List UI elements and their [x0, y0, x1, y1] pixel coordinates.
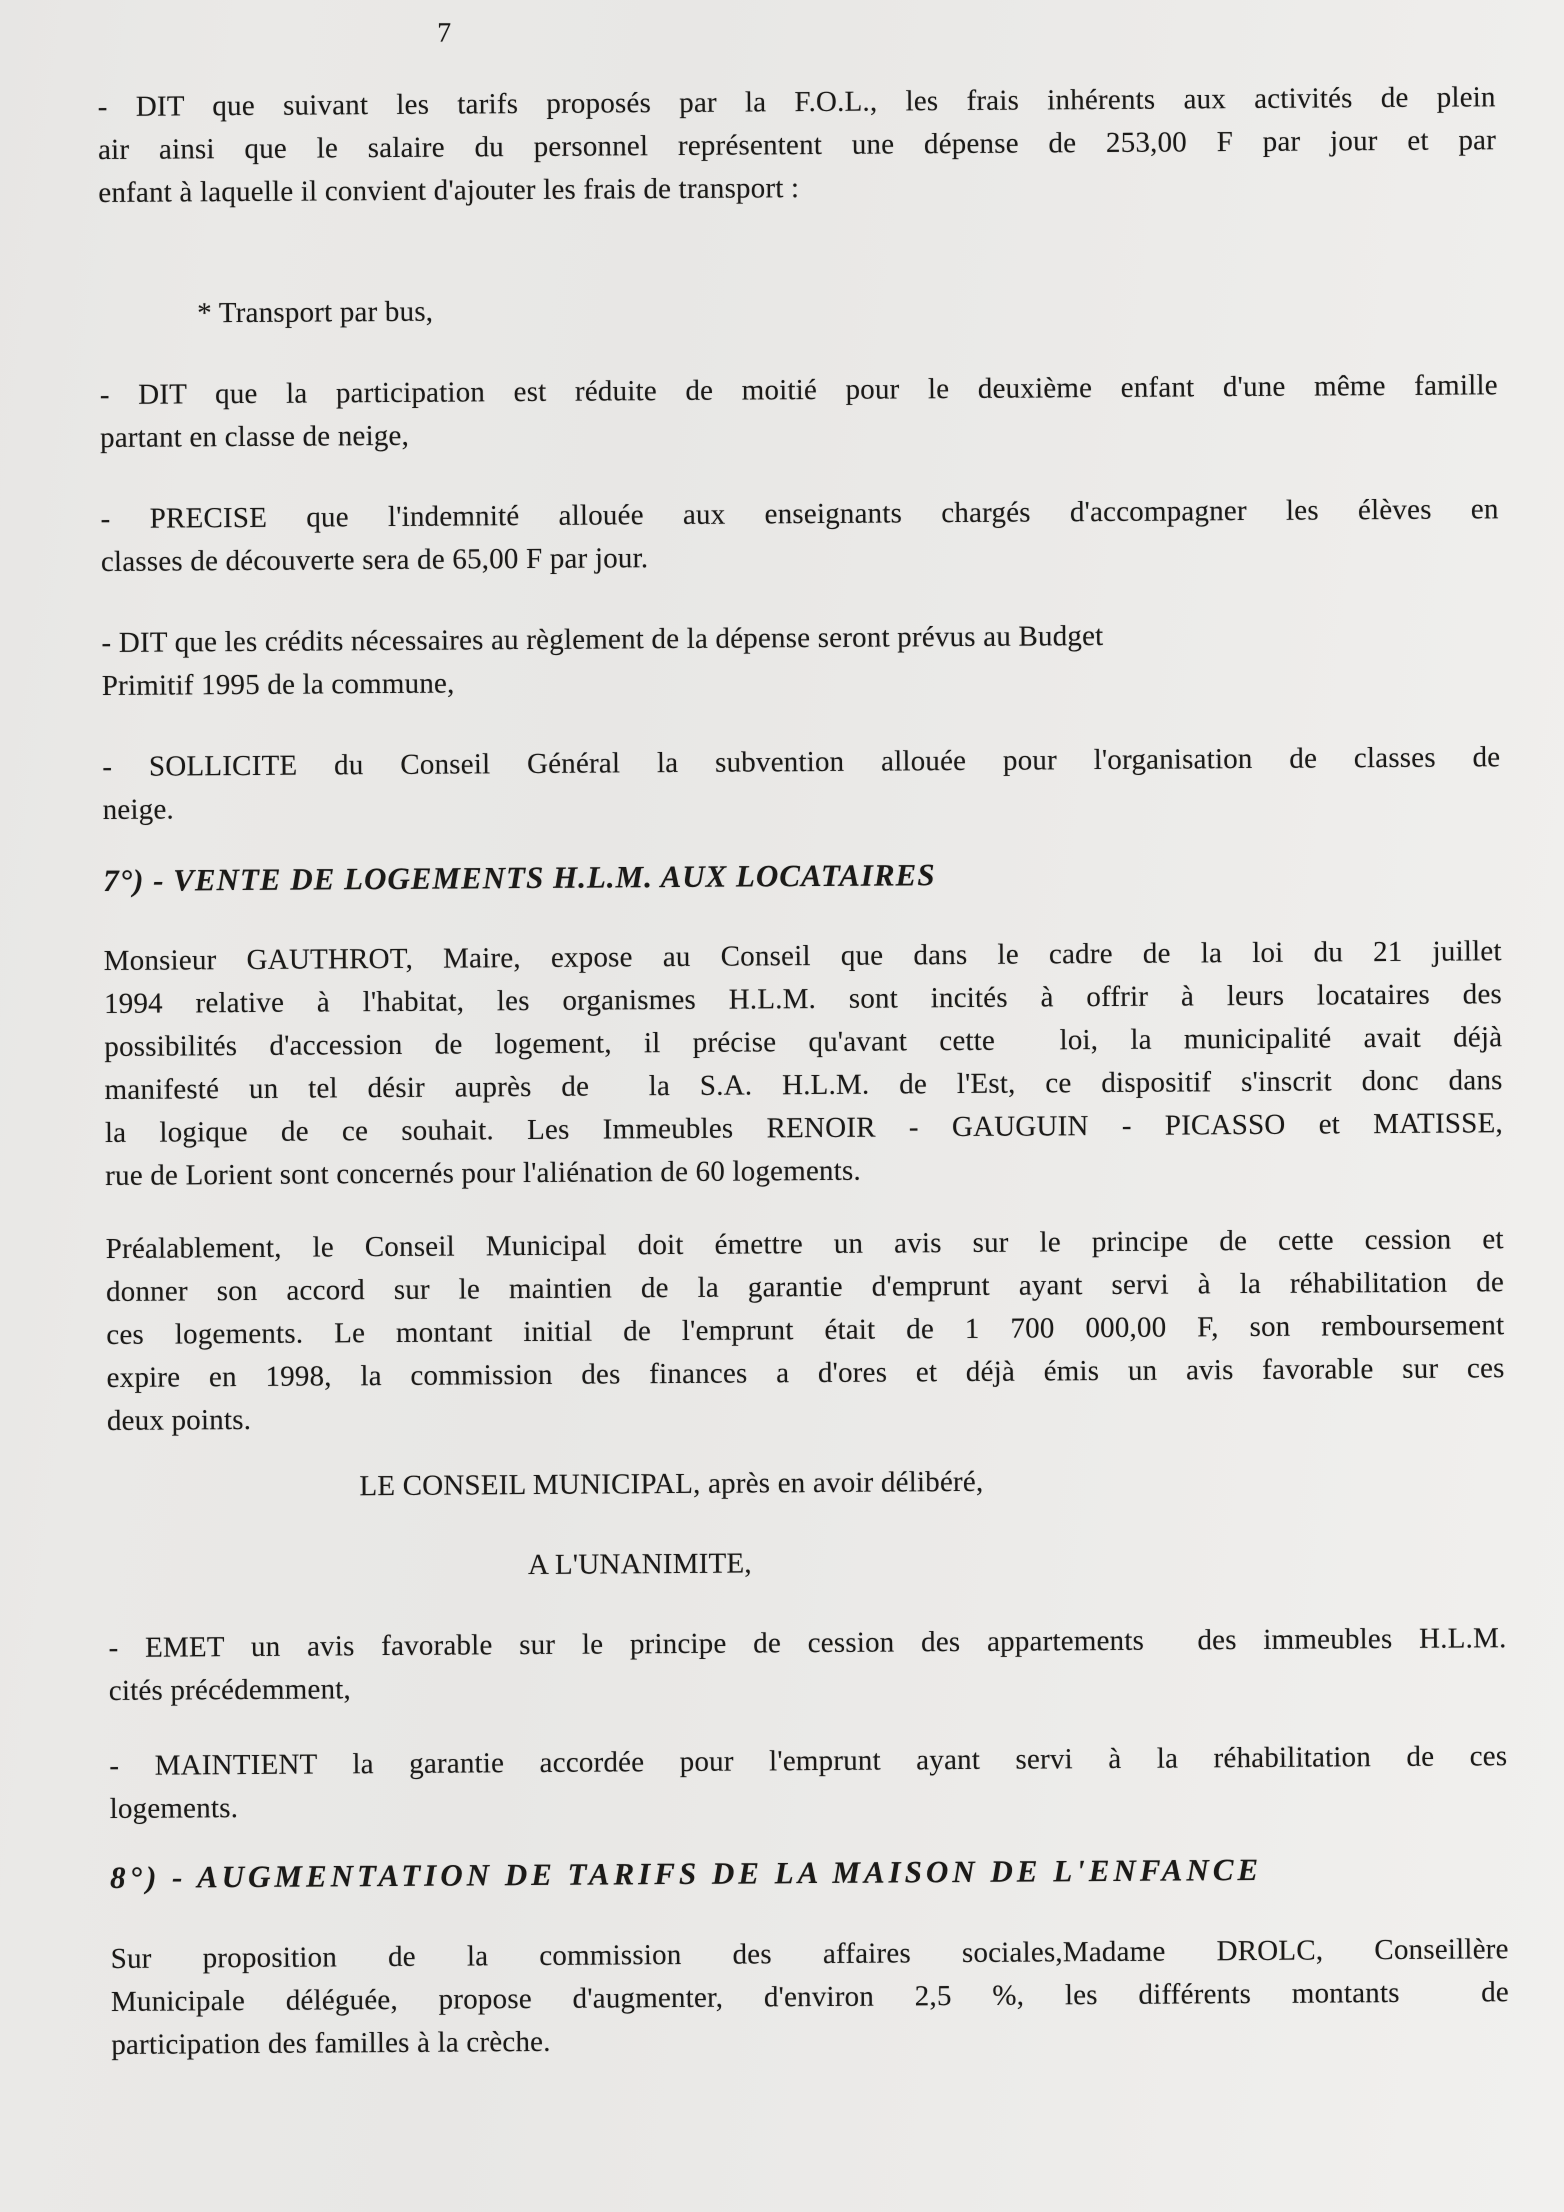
paragraph-line: 1994 relative à l'habitat, les organismes H.L.M. sont incités à offrir à leurs locataires des [103, 978, 1503, 1020]
paragraph-line: enfant à laquelle il convient d'ajouter les frais de transport : [98, 172, 800, 209]
paragraph-line: expire en 1998, la commission des finances a d'ores et déjà émis un avis favorable sur ces [106, 1352, 1505, 1394]
paragraph-line: Préalablement, le Conseil Municipal doit émettre un avis sur le principe de cette cession et [105, 1223, 1504, 1265]
paragraph-line: neige. [102, 793, 175, 826]
paragraph-line: logements. [109, 1792, 239, 1825]
prealablement-garantie-emprunt [106, 1218, 1505, 1443]
resolution-sollicite-subvention [102, 736, 1501, 832]
paragraph-line: rue de Lorient sont concernés pour l'aliénation de 60 logements. [105, 1154, 861, 1192]
document-text-block [97, 0, 1509, 2067]
paragraph-line: Primitif 1995 de la commune, [101, 667, 455, 702]
paragraph-line: donner son accord sur le maintien de la garantie d'emprunt ayant servi à la réhabilitation de [105, 1266, 1505, 1308]
paragraph-line: Monsieur GAUTHROT, Maire, expose au Conseil que dans le cadre de la loi du 21 juillet [103, 935, 1502, 977]
paragraph-line: participation des familles à la crèche. [111, 2025, 551, 2061]
paragraph-line: Sur proposition de la commission des affaires sociales,Madame DROLC, Conseillère [110, 1933, 1509, 1975]
page-number: 7 [437, 17, 452, 49]
paragraph-line: - EMET un avis favorable sur le principe de cession des appartements des immeubles H.L.M. [108, 1622, 1507, 1664]
paragraph-line: manifesté un tel désir auprès de la S.A. H.L.M. de l'Est, ce dispositif s'inscrit donc dans [104, 1064, 1503, 1106]
paragraph-line: cités précédemment, [108, 1673, 352, 1707]
section-heading-8-tarifs-maison-enfance: 8°) - AUGMENTATION DE TARIFS DE LA MAISON DE L'ENFANCE [109, 1851, 1263, 1895]
paragraph-line: ces logements. Le montant initial de l'emprunt était de 1 700 000,00 F, son remboursement [106, 1309, 1505, 1351]
paragraph-line: - DIT que la participation est réduite de moitié pour le deuxième enfant d'une même famille [99, 369, 1498, 411]
section-heading-7-vente-hlm: 7°) - VENTE DE LOGEMENTS H.L.M. AUX LOCATAIRES [103, 857, 936, 898]
paragraph-line: deux points. [106, 1403, 252, 1437]
paragraph-line: - SOLLICITE du Conseil Général la subvention allouée pour l'organisation de classes de [102, 741, 1501, 783]
resolution-emet-avis [108, 1617, 1507, 1713]
resolution-precise-indemnite [100, 488, 1499, 584]
paragraph-line: la logique de ce souhait. Les Immeubles RENOIR - GAUGUIN - PICASSO et MATISSE, [104, 1107, 1503, 1149]
proposition-creche [111, 1928, 1510, 2067]
expose-maire-hlm [104, 930, 1504, 1198]
resolution-dit-participation [100, 364, 1499, 460]
resolution-dit-tarifs [98, 76, 1497, 215]
paragraph-line: - DIT que suivant les tarifs proposés par la F.O.L., les frais inhérents aux activités de plein [97, 81, 1496, 123]
paragraph-line: - PRECISE que l'indemnité allouée aux enseignants chargés d'accompagner les élèves en [100, 493, 1499, 535]
paragraph-line: partant en classe de neige, [99, 419, 410, 454]
paragraph-line: Municipale déléguée, propose d'augmenter, d'environ 2,5 %, les différents montants de [110, 1976, 1510, 2018]
resolution-maintient-garantie [109, 1735, 1508, 1831]
resolution-dit-credits [101, 612, 1500, 708]
paragraph-line: classes de découverte sera de 65,00 F par jour. [100, 542, 649, 578]
paragraph-line: air ainsi que le salaire du personnel représentent une dépense de 253,00 F par jour et par [97, 124, 1497, 166]
conseil-municipal-line: LE CONSEIL MUNICIPAL, après en avoir délibéré, [359, 1465, 984, 1503]
paragraph-line: - DIT que les crédits nécessaires au règlement de la dépense seront prévus au Budget [101, 619, 1104, 659]
unanimite-line: A L'UNANIMITE, [527, 1547, 752, 1582]
paragraph-line: - MAINTIENT la garantie accordée pour l'emprunt ayant servi à la réhabilitation de ces [109, 1740, 1508, 1782]
transport-bullet-line: * Transport par bus, [197, 295, 434, 330]
paragraph-line: possibilités d'accession de logement, il précise qu'avant cette loi, la municipalité avait déjà [104, 1021, 1503, 1063]
